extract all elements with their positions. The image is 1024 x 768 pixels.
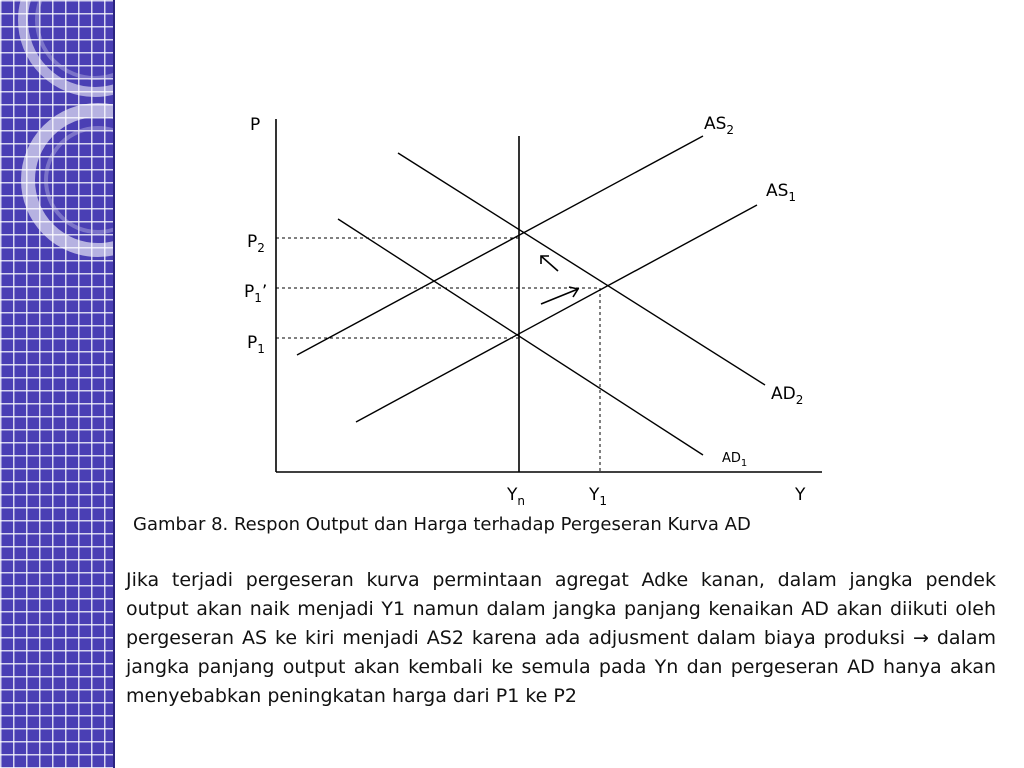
- ad1-label: $AD_1$: [722, 451, 748, 469]
- body-paragraph: Jika terjadi pergeseran kurva permintaan agregat Adke kanan, dalam jangka pendek output akan naik menjadi Y1 namun dalam jangka panjang kenaikan AD akan diikuti oleh pergeseran AS ke kiri menjadi AS2 karena ada adjusment dalam biaya produksi → dalam jangka panjang output akan kembali ke semula pada Yn dan pergeseran AD hanya akan menyebabkan peningkatan harga dari P1 ke P2: [126, 569, 996, 707]
- p2-label: $P_2$: [247, 232, 265, 255]
- ad2-curve: [398, 153, 765, 385]
- figure-caption: Gambar 8. Respon Output dan Harga terhadap Pergeseran Kurva AD: [133, 514, 751, 535]
- axis-y-label: P: [250, 115, 261, 135]
- arrow-right-icon: [541, 287, 578, 304]
- axis-x-label: Y: [795, 485, 806, 505]
- arrow-up-left-icon: [541, 256, 558, 271]
- yn-label: $Y_n$: [507, 485, 525, 508]
- p1-prime-label: $P_1$’: [244, 282, 268, 305]
- ad2-label: $AD_2$: [771, 384, 804, 407]
- as1-label: $AS_1$: [766, 181, 797, 204]
- ad1-curve: [338, 219, 703, 455]
- p1-label: $P_1$: [247, 333, 265, 356]
- as2-label: $AS_2$: [704, 114, 735, 137]
- y1-label: $Y_1$: [589, 485, 608, 508]
- as2-curve: [297, 136, 703, 355]
